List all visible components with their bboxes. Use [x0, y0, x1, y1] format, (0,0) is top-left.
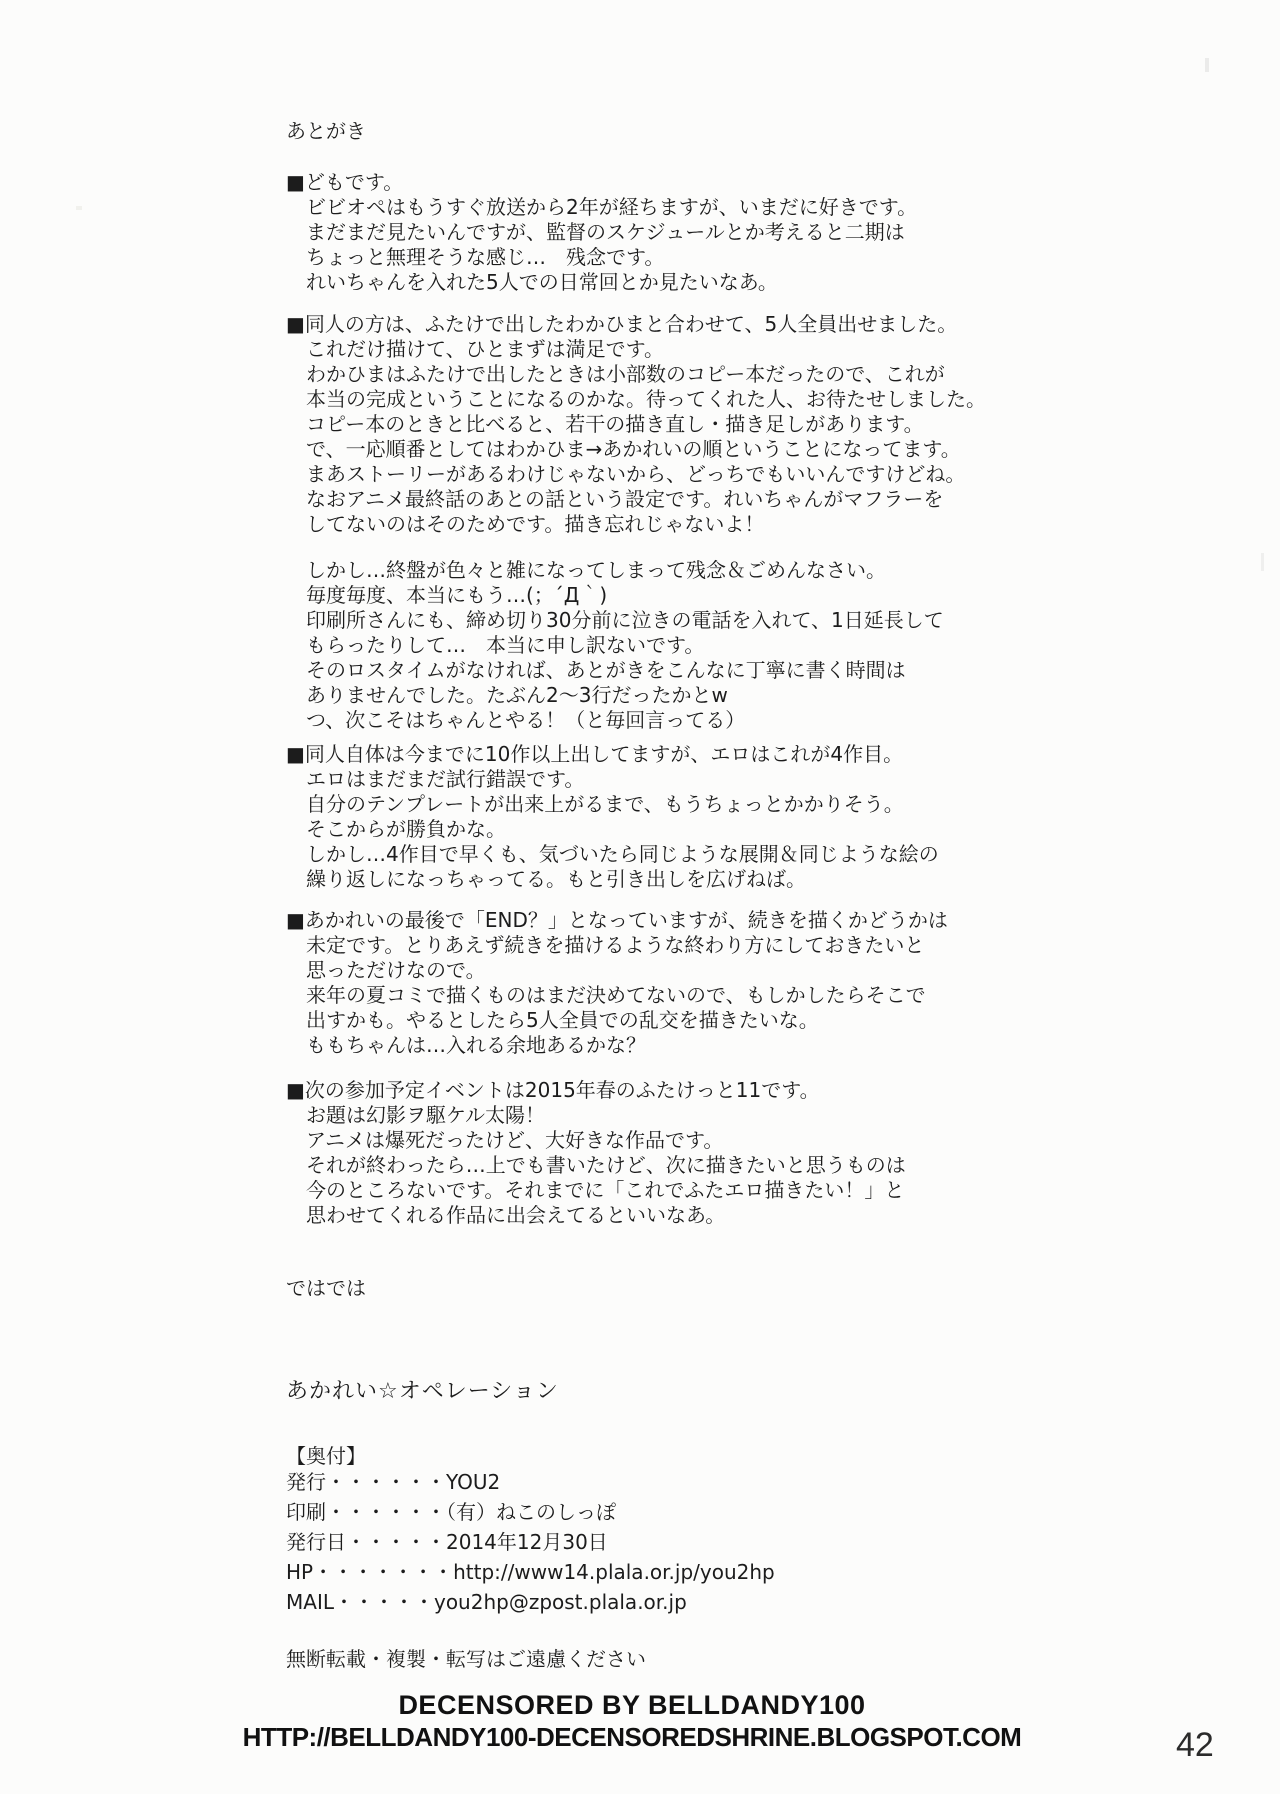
- text-line: 印刷・・・・・・（有）ねこのしっぽ: [286, 1500, 616, 1524]
- text-line: ありませんでした。たぶん2～3行だったかとw: [286, 683, 728, 707]
- text-line: ■次の参加予定イベントは2015年春のふたけっと11です。: [286, 1078, 820, 1102]
- text-line: まだまだ見たいんですが、監督のスケジュールとか考えると二期は: [286, 220, 905, 244]
- text-line: 思っただけなので。: [286, 958, 486, 982]
- colophon-list: [286, 1467, 775, 1617]
- text-line: ももちゃんは…入れる余地あるかな？: [286, 1033, 646, 1057]
- scan-artifact: [1205, 58, 1209, 72]
- text-line: 本当の完成ということになるのかな。待ってくれた人、お待たせしました。: [286, 387, 986, 411]
- text-line: で、一応順番としてはわかひま→あかれいの順ということになってます。: [286, 437, 961, 461]
- text-line: ビビオペはもうすぐ放送から2年が経ちますが、いまだに好きです。: [286, 195, 918, 219]
- text-line: 発行日・・・・・2014年12月30日: [286, 1530, 608, 1554]
- text-line: 毎度毎度、本当にもう…(；´Д｀): [286, 583, 608, 607]
- text-line: わかひまはふたけで出したときは小部数のコピー本だったので、これが: [286, 362, 945, 386]
- text-line: 発行・・・・・・YOU2: [286, 1470, 501, 1494]
- text-line: お題は幻影ヲ駆ケル太陽！: [286, 1103, 545, 1127]
- closing-remark: ではでは: [286, 1276, 366, 1300]
- scan-artifact: [1261, 553, 1264, 571]
- text-line: これだけ描けて、ひとまずは満足です。: [286, 337, 664, 361]
- text-line: もらったりして… 本当に申し訳ないです。: [286, 633, 705, 657]
- text-line: れいちゃんを入れた5人での日常回とか見たいなあ。: [286, 270, 778, 294]
- text-line: しかし…終盤が色々と雑になってしまって残念＆ごめんなさい。: [286, 558, 886, 582]
- text-line: アニメは爆死だったけど、大好きな作品です。: [286, 1128, 724, 1152]
- text-line: 今のところないです。それまでに「これでふたエロ描きたい！」と: [286, 1178, 905, 1202]
- work-title: あかれい☆オペレーション: [286, 1379, 559, 1404]
- text-line: コピー本のときと比べると、若干の描き直し・描き足しがあります。: [286, 412, 924, 436]
- text-line: MAIL・・・・・you2hp@zpost.plala.or.jp: [286, 1590, 687, 1614]
- colophon-heading: 【奥付】: [286, 1444, 366, 1468]
- text-line: ちょっと無理そうな感じ… 残念です。: [286, 245, 665, 269]
- text-line: 来年の夏コミで描くものはまだ決めてないので、もしかしたらそこで: [286, 983, 926, 1007]
- text-line: 未定です。とりあえず続きを描けるような終わり方にしておきたいと: [286, 933, 925, 957]
- afterword-heading: あとがき: [286, 119, 366, 143]
- text-line: まあストーリーがあるわけじゃないから、どっちでもいいんですけどね。: [286, 462, 966, 486]
- afterword-paragraph-1: [286, 170, 917, 295]
- text-line: 繰り返しになっちゃってる。もと引き出しを広げねば。: [286, 867, 806, 891]
- text-line: エロはまだまだ試行錯誤です。: [286, 767, 585, 791]
- scan-artifact: [76, 206, 82, 210]
- text-line: ■同人自体は今までに10作以上出してますが、エロはこれが4作目。: [286, 742, 904, 766]
- afterword-paragraph-3: [286, 558, 944, 733]
- decensor-credit-line: DECENSORED BY BELLDANDY100: [398, 1690, 866, 1720]
- text-line: しかし…4作目で早くも、気づいたら同じような展開＆同じような絵の: [286, 842, 939, 866]
- text-line: そこからが勝負かな。: [286, 817, 506, 841]
- text-line: つ、次こそはちゃんとやる！（と毎回言ってる）: [286, 708, 746, 732]
- afterword-paragraph-2: [286, 312, 986, 537]
- text-line: ■どもです。: [286, 170, 404, 194]
- reproduction-notice: 無断転載・複製・転写はご遠慮ください: [286, 1647, 646, 1671]
- text-line: してないのはそのためです。描き忘れじゃないよ！: [286, 512, 765, 536]
- text-line: ■同人の方は、ふたけで出したわかひまと合わせて、5人全員出せました。: [286, 312, 958, 336]
- text-line: 自分のテンプレートが出来上がるまで、もうちょっとかかりそう。: [286, 792, 904, 816]
- text-line: HP・・・・・・・http://www14.plala.or.jp/you2hp: [286, 1560, 775, 1584]
- text-line: そのロスタイムがなければ、あとがきをこんなに丁寧に書く時間は: [286, 658, 906, 682]
- afterword-paragraph-6: [286, 1078, 906, 1228]
- afterword-paragraph-4: [286, 742, 939, 892]
- text-line: それが終わったら…上でも書いたけど、次に描きたいと思うものは: [286, 1153, 906, 1177]
- decensor-credit-url: HTTP://BELLDANDY100-DECENSOREDSHRINE.BLOGSPOT.COM: [242, 1722, 1022, 1752]
- text-line: 思わせてくれる作品に出会えてるといいなあ。: [286, 1203, 726, 1227]
- afterword-paragraph-5: [286, 908, 948, 1058]
- text-line: 出すかも。やるとしたら5人全員での乱交を描きたいな。: [286, 1008, 819, 1032]
- page-number: 42: [1176, 1726, 1214, 1764]
- text-line: なおアニメ最終話のあとの話という設定です。れいちゃんがマフラーを: [286, 487, 944, 511]
- text-line: 印刷所さんにも、締め切り30分前に泣きの電話を入れて、1日延長して: [286, 608, 944, 632]
- text-line: ■あかれいの最後で「END？」となっていますが、続きを描くかどうかは: [286, 908, 948, 932]
